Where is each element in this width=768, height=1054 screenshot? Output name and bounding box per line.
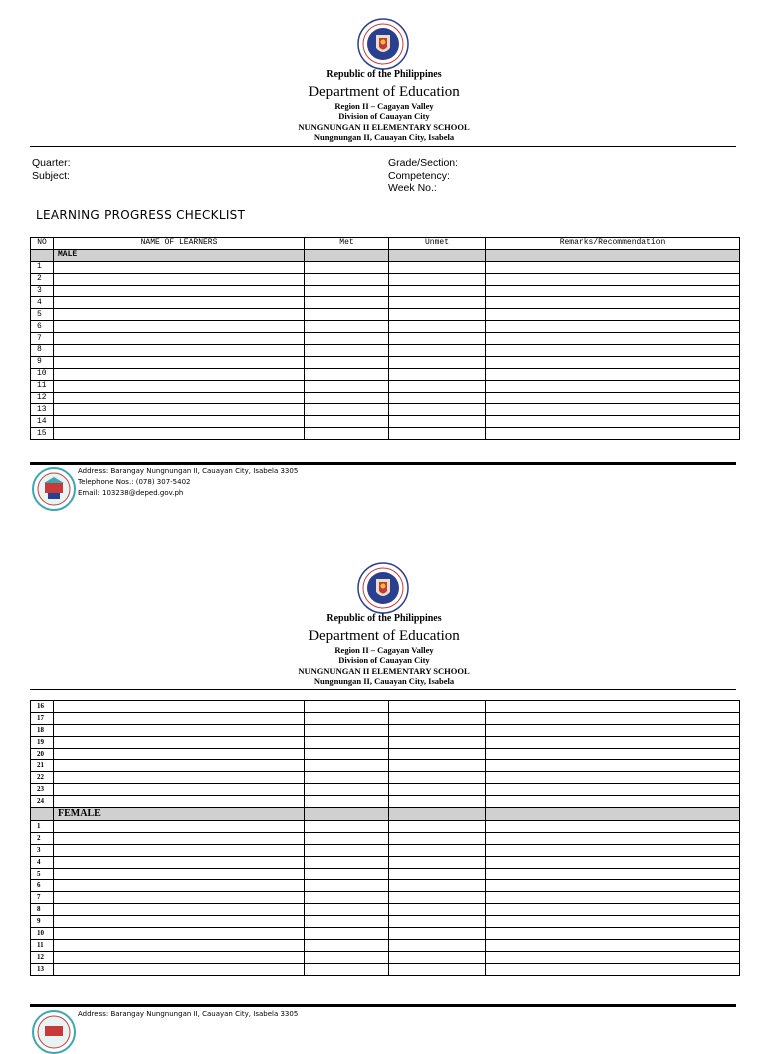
unmet-cell[interactable]: [389, 784, 486, 796]
learner-name-cell[interactable]: [54, 796, 305, 808]
footer-address: Address: Barangay Nungnungan II, Cauayan City, Isabela 3305: [78, 467, 299, 475]
remarks-cell[interactable]: [486, 428, 740, 440]
footer-telephone: Telephone Nos.: (078) 307-5402: [78, 478, 191, 486]
row-number: 22: [31, 772, 54, 784]
table-row: [31, 951, 740, 963]
met-cell[interactable]: [305, 880, 389, 892]
header-divider: [30, 146, 736, 147]
competency-label: Competency:: [388, 170, 450, 182]
unmet-cell[interactable]: [389, 880, 486, 892]
table-row: [31, 796, 740, 808]
met-cell[interactable]: [305, 297, 389, 309]
female-section-label: FEMALE: [54, 808, 305, 821]
learner-name-cell[interactable]: [54, 273, 305, 285]
met-cell[interactable]: [305, 796, 389, 808]
table-row: [31, 428, 740, 440]
male-section-row: [31, 249, 740, 261]
row-number: 3: [31, 844, 54, 856]
learner-name-cell[interactable]: [54, 724, 305, 736]
header-region: Region II – Cagayan Valley: [334, 101, 434, 111]
remarks-cell[interactable]: [486, 796, 740, 808]
learner-name-cell[interactable]: [54, 844, 305, 856]
remarks-cell[interactable]: [486, 261, 740, 273]
unmet-cell[interactable]: [389, 748, 486, 760]
remarks-cell[interactable]: [486, 951, 740, 963]
table-row: [31, 724, 740, 736]
row-number: 7: [31, 892, 54, 904]
remarks-cell[interactable]: [486, 736, 740, 748]
footer-address: Address: Barangay Nungnungan II, Cauayan City, Isabela 3305: [78, 1010, 299, 1018]
row-number: 1: [31, 261, 54, 273]
row-number: 23: [31, 784, 54, 796]
page-title: LEARNING PROGRESS CHECKLIST: [36, 208, 246, 222]
school-logo-icon: [32, 1010, 76, 1054]
unmet-cell[interactable]: [389, 333, 486, 345]
remarks-cell[interactable]: [486, 916, 740, 928]
remarks-cell[interactable]: [486, 868, 740, 880]
met-cell[interactable]: [305, 904, 389, 916]
remarks-cell[interactable]: [486, 392, 740, 404]
learner-name-cell[interactable]: [54, 868, 305, 880]
learner-name-cell[interactable]: [54, 701, 305, 713]
remarks-cell[interactable]: [486, 701, 740, 713]
learner-name-cell[interactable]: [54, 928, 305, 940]
remarks-cell[interactable]: [486, 772, 740, 784]
remarks-cell[interactable]: [486, 724, 740, 736]
remarks-cell[interactable]: [486, 784, 740, 796]
met-cell[interactable]: [305, 832, 389, 844]
row-number: 9: [31, 916, 54, 928]
table-row: [31, 261, 740, 273]
row-number: 10: [31, 928, 54, 940]
male-section-label: MALE: [54, 249, 305, 261]
row-number: 17: [31, 712, 54, 724]
header-department: Department of Education: [308, 84, 460, 100]
unmet-cell[interactable]: [389, 724, 486, 736]
table-row: [31, 760, 740, 772]
header-location: Nungnungan II, Cauayan City, Isabela: [313, 676, 455, 686]
met-cell[interactable]: [305, 844, 389, 856]
header-school: NUNGNUNGAN II ELEMENTARY SCHOOL: [298, 666, 470, 676]
row-number: 10: [31, 368, 54, 380]
table-row: [31, 736, 740, 748]
met-cell[interactable]: [305, 333, 389, 345]
learner-name-cell[interactable]: [54, 416, 305, 428]
remarks-cell[interactable]: [486, 297, 740, 309]
met-cell[interactable]: [305, 701, 389, 713]
row-number: 2: [31, 832, 54, 844]
row-number: 8: [31, 904, 54, 916]
week-no-label: Week No.:: [388, 182, 437, 194]
remarks-cell[interactable]: [486, 821, 740, 833]
row-number: 5: [31, 309, 54, 321]
unmet-cell[interactable]: [389, 821, 486, 833]
header-region: Region II – Cagayan Valley: [334, 645, 434, 655]
remarks-cell[interactable]: [486, 416, 740, 428]
table-row: [31, 297, 740, 309]
row-number: 16: [31, 701, 54, 713]
unmet-cell[interactable]: [389, 416, 486, 428]
row-number: 11: [31, 380, 54, 392]
table-row: [31, 273, 740, 285]
row-number: 4: [31, 856, 54, 868]
row-number: 3: [31, 285, 54, 297]
table-row: [31, 392, 740, 404]
unmet-cell[interactable]: [389, 368, 486, 380]
learner-name-cell[interactable]: [54, 309, 305, 321]
met-cell[interactable]: [305, 951, 389, 963]
footer-divider: [30, 1004, 736, 1007]
col-header-remarks: Remarks/Recommendation: [486, 238, 740, 250]
deped-seal-icon: [357, 18, 409, 70]
table-row: [31, 963, 740, 975]
remarks-cell[interactable]: [486, 345, 740, 357]
learner-name-cell[interactable]: [54, 821, 305, 833]
table-row: [31, 345, 740, 357]
remarks-cell[interactable]: [486, 880, 740, 892]
remarks-cell[interactable]: [486, 321, 740, 333]
unmet-cell[interactable]: [389, 701, 486, 713]
learner-name-cell[interactable]: [54, 832, 305, 844]
learner-name-cell[interactable]: [54, 760, 305, 772]
row-number: 13: [31, 963, 54, 975]
met-cell[interactable]: [305, 321, 389, 333]
unmet-cell[interactable]: [389, 892, 486, 904]
row-number: 4: [31, 297, 54, 309]
met-cell[interactable]: [305, 404, 389, 416]
unmet-cell[interactable]: [389, 273, 486, 285]
met-cell[interactable]: [305, 261, 389, 273]
unmet-cell[interactable]: [389, 939, 486, 951]
row-number: 14: [31, 416, 54, 428]
row-number: 6: [31, 321, 54, 333]
female-section-row: [31, 808, 740, 821]
met-cell[interactable]: [305, 712, 389, 724]
unmet-cell[interactable]: [389, 832, 486, 844]
remarks-cell[interactable]: [486, 832, 740, 844]
learner-name-cell[interactable]: [54, 784, 305, 796]
met-cell[interactable]: [305, 368, 389, 380]
table-row: [31, 333, 740, 345]
col-header-no: NO: [31, 238, 54, 250]
unmet-cell[interactable]: [389, 392, 486, 404]
row-number: 19: [31, 736, 54, 748]
row-number: 15: [31, 428, 54, 440]
remarks-cell[interactable]: [486, 928, 740, 940]
met-cell[interactable]: [305, 380, 389, 392]
row-number: 12: [31, 951, 54, 963]
row-number: 5: [31, 868, 54, 880]
learner-name-cell[interactable]: [54, 368, 305, 380]
met-cell[interactable]: [305, 724, 389, 736]
met-cell[interactable]: [305, 963, 389, 975]
met-cell[interactable]: [305, 416, 389, 428]
unmet-cell[interactable]: [389, 380, 486, 392]
unmet-cell[interactable]: [389, 404, 486, 416]
deped-seal-icon: [357, 562, 409, 614]
remarks-cell[interactable]: [486, 892, 740, 904]
unmet-cell[interactable]: [389, 951, 486, 963]
header-department: Department of Education: [308, 628, 460, 644]
grade-section-label: Grade/Section:: [388, 157, 459, 169]
met-cell[interactable]: [305, 428, 389, 440]
row-number: 21: [31, 760, 54, 772]
table-header-row: [31, 238, 740, 250]
remarks-cell[interactable]: [486, 404, 740, 416]
learner-name-cell[interactable]: [54, 916, 305, 928]
row-number: 9: [31, 356, 54, 368]
row-number: 24: [31, 796, 54, 808]
header-republic: Republic of the Philippines: [326, 69, 442, 80]
unmet-cell[interactable]: [389, 868, 486, 880]
learner-name-cell[interactable]: [54, 748, 305, 760]
table-row: [31, 784, 740, 796]
learner-name-cell[interactable]: [54, 261, 305, 273]
remarks-cell[interactable]: [486, 285, 740, 297]
unmet-cell[interactable]: [389, 309, 486, 321]
row-number: 20: [31, 748, 54, 760]
met-cell[interactable]: [305, 356, 389, 368]
unmet-cell[interactable]: [389, 856, 486, 868]
row-number: 7: [31, 333, 54, 345]
learner-name-cell[interactable]: [54, 380, 305, 392]
learner-name-cell[interactable]: [54, 333, 305, 345]
unmet-cell[interactable]: [389, 760, 486, 772]
table-row: [31, 844, 740, 856]
met-cell[interactable]: [305, 868, 389, 880]
learner-checklist-table: [30, 237, 740, 440]
met-cell[interactable]: [305, 273, 389, 285]
table-row: [31, 380, 740, 392]
met-cell[interactable]: [305, 916, 389, 928]
learner-name-cell[interactable]: [54, 880, 305, 892]
met-cell[interactable]: [305, 892, 389, 904]
footer-divider: [30, 462, 736, 465]
table-row: [31, 904, 740, 916]
remarks-cell[interactable]: [486, 356, 740, 368]
row-number: 2: [31, 273, 54, 285]
table-row: [31, 356, 740, 368]
met-cell[interactable]: [305, 821, 389, 833]
school-logo-icon: [32, 467, 76, 511]
remarks-cell[interactable]: [486, 333, 740, 345]
learner-name-cell[interactable]: [54, 428, 305, 440]
subject-label: Subject:: [32, 170, 70, 182]
header-republic: Republic of the Philippines: [326, 613, 442, 624]
learner-name-cell[interactable]: [54, 392, 305, 404]
table-row: [31, 748, 740, 760]
header-division: Division of Cauayan City: [338, 655, 430, 665]
table-row: [31, 772, 740, 784]
row-number: 1: [31, 821, 54, 833]
met-cell[interactable]: [305, 748, 389, 760]
table-row: [31, 712, 740, 724]
table-row: [31, 368, 740, 380]
table-row: [31, 832, 740, 844]
row-number: 12: [31, 392, 54, 404]
learner-name-cell[interactable]: [54, 772, 305, 784]
remarks-cell[interactable]: [486, 963, 740, 975]
met-cell[interactable]: [305, 939, 389, 951]
header-location: Nungnungan II, Cauayan City, Isabela: [313, 132, 455, 142]
table-row: [31, 404, 740, 416]
unmet-cell[interactable]: [389, 916, 486, 928]
unmet-cell[interactable]: [389, 928, 486, 940]
table-row: [31, 892, 740, 904]
remarks-cell[interactable]: [486, 368, 740, 380]
unmet-cell[interactable]: [389, 261, 486, 273]
learner-name-cell[interactable]: [54, 939, 305, 951]
remarks-cell[interactable]: [486, 273, 740, 285]
learner-name-cell[interactable]: [54, 951, 305, 963]
col-header-name: NAME OF LEARNERS: [54, 238, 305, 250]
learner-name-cell[interactable]: [54, 712, 305, 724]
learner-name-cell[interactable]: [54, 297, 305, 309]
table-row: [31, 321, 740, 333]
row-number: 8: [31, 345, 54, 357]
remarks-cell[interactable]: [486, 760, 740, 772]
met-cell[interactable]: [305, 392, 389, 404]
learner-name-cell[interactable]: [54, 856, 305, 868]
met-cell[interactable]: [305, 345, 389, 357]
header-school: NUNGNUNGAN II ELEMENTARY SCHOOL: [298, 122, 470, 132]
row-number: 11: [31, 939, 54, 951]
unmet-cell[interactable]: [389, 963, 486, 975]
unmet-cell[interactable]: [389, 297, 486, 309]
met-cell[interactable]: [305, 309, 389, 321]
learner-name-cell[interactable]: [54, 404, 305, 416]
unmet-cell[interactable]: [389, 844, 486, 856]
learner-name-cell[interactable]: [54, 285, 305, 297]
unmet-cell[interactable]: [389, 712, 486, 724]
unmet-cell[interactable]: [389, 772, 486, 784]
met-cell[interactable]: [305, 772, 389, 784]
table-row: [31, 285, 740, 297]
remarks-cell[interactable]: [486, 844, 740, 856]
unmet-cell[interactable]: [389, 321, 486, 333]
met-cell[interactable]: [305, 285, 389, 297]
table-row: [31, 309, 740, 321]
met-cell[interactable]: [305, 784, 389, 796]
remarks-cell[interactable]: [486, 748, 740, 760]
unmet-cell[interactable]: [389, 736, 486, 748]
remarks-cell[interactable]: [486, 380, 740, 392]
col-header-met: Met: [305, 238, 389, 250]
unmet-cell[interactable]: [389, 345, 486, 357]
table-row: [31, 916, 740, 928]
learner-name-cell[interactable]: [54, 963, 305, 975]
header-division: Division of Cauayan City: [338, 111, 430, 121]
row-number: 13: [31, 404, 54, 416]
met-cell[interactable]: [305, 760, 389, 772]
header-divider: [30, 689, 736, 690]
remarks-cell[interactable]: [486, 712, 740, 724]
table-row: [31, 868, 740, 880]
learner-name-cell[interactable]: [54, 345, 305, 357]
col-header-unmet: Unmet: [389, 238, 486, 250]
table-row: [31, 701, 740, 713]
remarks-cell[interactable]: [486, 939, 740, 951]
remarks-cell[interactable]: [486, 856, 740, 868]
unmet-cell[interactable]: [389, 356, 486, 368]
unmet-cell[interactable]: [389, 285, 486, 297]
met-cell[interactable]: [305, 928, 389, 940]
remarks-cell[interactable]: [486, 904, 740, 916]
footer-email: Email: 103238@deped.gov.ph: [78, 489, 184, 497]
table-row: [31, 928, 740, 940]
unmet-cell[interactable]: [389, 796, 486, 808]
table-row: [31, 880, 740, 892]
learner-name-cell[interactable]: [54, 321, 305, 333]
met-cell[interactable]: [305, 736, 389, 748]
unmet-cell[interactable]: [389, 904, 486, 916]
learner-checklist-table-continued: [30, 700, 740, 976]
quarter-label: Quarter:: [32, 157, 71, 169]
row-number: 6: [31, 880, 54, 892]
table-row: [31, 416, 740, 428]
table-row: [31, 856, 740, 868]
unmet-cell[interactable]: [389, 428, 486, 440]
table-row: [31, 821, 740, 833]
row-number: 18: [31, 724, 54, 736]
learner-name-cell[interactable]: [54, 356, 305, 368]
table-row: [31, 939, 740, 951]
document-page-2: [0, 544, 768, 1024]
learner-name-cell[interactable]: [54, 904, 305, 916]
remarks-cell[interactable]: [486, 309, 740, 321]
learner-name-cell[interactable]: [54, 892, 305, 904]
learner-name-cell[interactable]: [54, 736, 305, 748]
met-cell[interactable]: [305, 856, 389, 868]
